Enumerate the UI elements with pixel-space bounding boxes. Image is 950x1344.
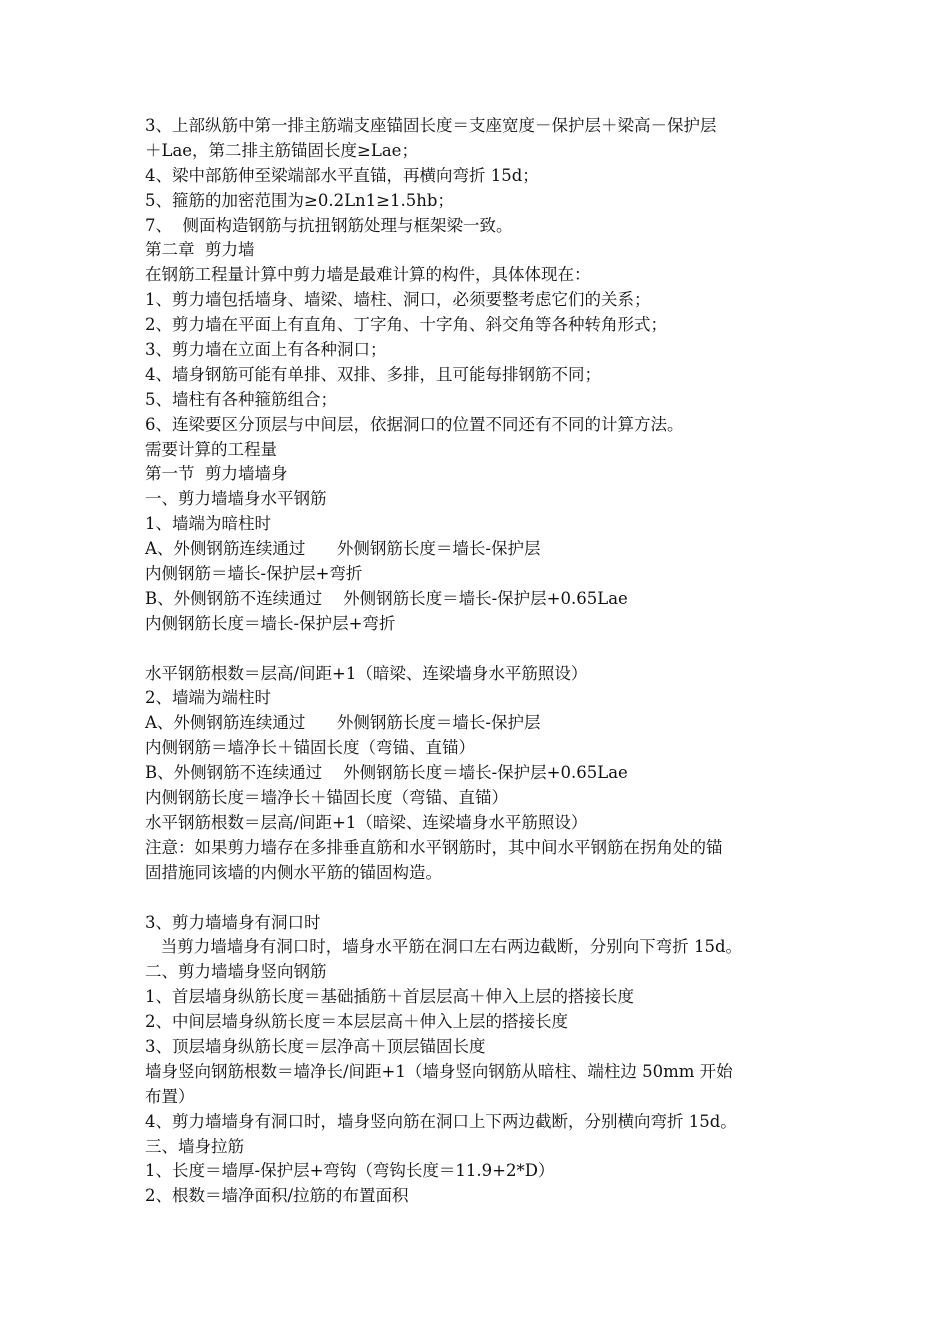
text-line: 布置） [145, 1086, 195, 1106]
text-line: 墙身竖向钢筋根数＝墙净长/间距+1（墙身竖向钢筋从暗柱、端柱边 50mm 开始 [145, 1061, 733, 1081]
text-line: 3、剪力墙墙身有洞口时 [145, 912, 321, 932]
text-line: 4、梁中部筋伸至梁端部水平直锚，再横向弯折 15d； [145, 165, 539, 185]
text-line: 4、墙身钢筋可能有单排、双排、多排，且可能每排钢筋不同； [145, 364, 601, 384]
text-line: 1、长度＝墙厚-保护层+弯钩（弯钩长度＝11.9+2*D） [145, 1161, 555, 1181]
text-line: 1、剪力墙包括墙身、墙梁、墙柱、洞口，必须要整考虑它们的关系； [145, 290, 651, 310]
text-line: 当剪力墙墙身有洞口时，墙身水平筋在洞口左右两边截断，分别向下弯折 15d。 [145, 937, 743, 957]
text-line: 5、箍筋的加密范围为≥0.2Ln1≥1.5hb； [145, 190, 454, 210]
text-line: 6、连梁要区分顶层与中间层，依据洞口的位置不同还有不同的计算方法。 [145, 414, 684, 434]
text-line: A、外侧钢筋连续通过 外侧钢筋长度＝墙长-保护层 [145, 539, 541, 559]
note-line: 注意：如果剪力墙存在多排垂直筋和水平钢筋时，其中间水平钢筋在拐角处的锚 [145, 837, 723, 857]
text-line: 2、墙端为端柱时 [145, 688, 271, 708]
blank-line [145, 886, 809, 911]
text-line: 内侧钢筋长度＝墙净长＋锚固长度（弯锚、直锚） [145, 788, 508, 808]
text-line: 3、上部纵筋中第一排主筋端支座锚固长度＝支座宽度－保护层＋梁高－保护层 [145, 116, 717, 135]
text-line: 需要计算的工程量 [145, 439, 277, 459]
text-line: 在钢筋工程量计算中剪力墙是最难计算的构件，具体体现在： [145, 265, 591, 285]
document-body [145, 114, 809, 1209]
text-line: 4、剪力墙墙身有洞口时，墙身竖向筋在洞口上下两边截断，分别横向弯折 15d。 [145, 1111, 737, 1131]
text-line: 3、剪力墙在立面上有各种洞口； [145, 340, 387, 360]
text-line: B、外侧钢筋不连续通过 外侧钢筋长度＝墙长-保护层+0.65Lae [145, 763, 628, 783]
text-line: A、外侧钢筋连续通过 外侧钢筋长度＝墙长-保护层 [145, 713, 541, 733]
text-line: 7、 侧面构造钢筋与抗扭钢筋处理与框架梁一致。 [145, 215, 513, 235]
section-heading: 第一节 剪力墙墙身 [145, 464, 288, 484]
subsection-heading: 一、剪力墙墙身水平钢筋 [145, 489, 327, 509]
text-line: 1、首层墙身纵筋长度＝基础插筋＋首层层高＋伸入上层的搭接长度 [145, 987, 634, 1007]
text-line: 3、顶层墙身纵筋长度＝层净高＋顶层锚固长度 [145, 1036, 486, 1056]
text-line: 2、剪力墙在平面上有直角、丁字角、十字角、斜交角等各种转角形式； [145, 315, 667, 335]
text-line: 内侧钢筋长度＝墙长-保护层+弯折 [145, 613, 396, 633]
text-line: B、外侧钢筋不连续通过 外侧钢筋长度＝墙长-保护层+0.65Lae [145, 588, 628, 608]
text-line: 水平钢筋根数＝层高/间距+1（暗梁、连梁墙身水平筋照设） [145, 663, 588, 683]
subsection-heading: 二、剪力墙墙身竖向钢筋 [145, 962, 327, 982]
chapter-heading: 第二章 剪力墙 [145, 240, 255, 260]
text-line: 2、根数＝墙净面积/拉筋的布置面积 [145, 1186, 409, 1206]
text-line: 水平钢筋根数＝层高/间距+1（暗梁、连梁墙身水平筋照设） [145, 812, 588, 832]
text-line: ＋Lae，第二排主筋锚固长度≥Lae； [145, 140, 418, 160]
text-line: 内侧钢筋＝墙长-保护层+弯折 [145, 564, 363, 584]
text-line: 内侧钢筋＝墙净长＋锚固长度（弯锚、直锚） [145, 738, 475, 758]
subsection-heading: 三、墙身拉筋 [145, 1136, 244, 1156]
blank-line [145, 637, 809, 662]
text-line: 5、墙柱有各种箍筋组合； [145, 389, 337, 409]
text-line: 2、中间层墙身纵筋长度＝本层层高＋伸入上层的搭接长度 [145, 1012, 568, 1032]
text-line: 1、墙端为暗柱时 [145, 514, 271, 534]
note-line: 固措施同该墙的内侧水平筋的锚固构造。 [145, 862, 442, 882]
